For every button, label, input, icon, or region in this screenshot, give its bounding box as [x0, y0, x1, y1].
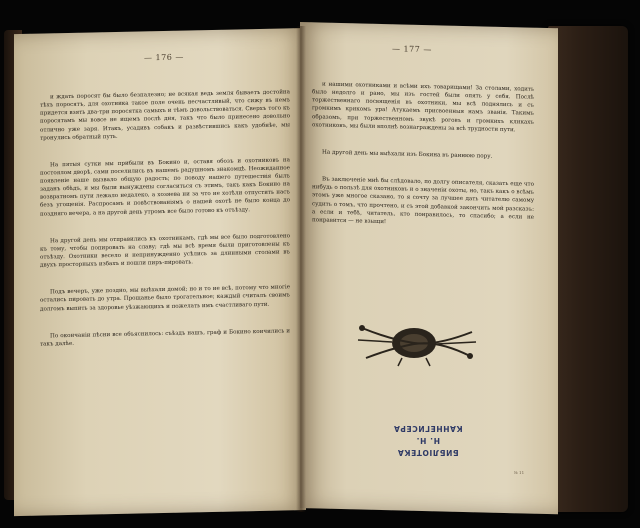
signature-mark: № 11 — [514, 470, 525, 475]
right-paragraph: Въ заключеніе мнѣ бы слѣдовало, по долгу описателя, сказать еще что нибудь о пользѣ для охотниковъ и о значеніи охоты, но, такъ какъ о всѣмъ этомъ уже многое сказано, то я сочту за лучшее дать читателю самому судить о томъ, что прочтено, и съ этой добавкой закончить мой разсказъ: а если и тебѣ, читатель, кто понравилось, то спасибо; а если не понравится — не взыщи! — [312, 176, 536, 225]
stamp-line: БИБЛІОТЕКА — [397, 448, 459, 457]
right-page-text — [312, 64, 534, 248]
library-stamp — [386, 404, 470, 458]
left-paragraph: Подъ вечеръ, уже поздно, мы выѣхали домой; но и то не всѣ, потому что многіе остались пировать до утра. Прощанье было трогательное; каждый считалъ своимъ долгомъ выпить за здоровье уѣзжающихъ и пожелать имъ счастливаго пути. — [40, 284, 292, 313]
book-gutter — [296, 26, 306, 512]
hunting-emblem-icon — [352, 318, 482, 368]
left-page — [14, 28, 306, 516]
left-paragraph: и ждать поросят бы было безпалезно; не всякая ведь земля бываетъ достойна тѣхъ поросятъ, для охотника такое поле очень несчастливый, что сижу въ немъ придется взять два-три поросятка самыхъ и тѣмъ довольствоваться. Сверхъ того къ поросятамъ мы вовсе не ищемъ послѣ дня, такъ что было принесено довольно отлично уже заря. Итакъ, усадивъ собакъ и развѣстившись какъ удобнѣе, мы тронулись обратный путь. — [40, 89, 292, 142]
stamp-line: КАННЕГИСЕРА — [393, 424, 463, 433]
left-page-text — [40, 72, 290, 367]
left-paragraph: На другой день мы отправились къ охотникамъ, гдѣ мы все было подготовлено къ тому, чтобы попировать на славу; гдѣ мы всѣ время были приготовлены къ отъѣзду. Охотники весело и непринужденно усѣлись за длинными столами въ двухъ просторныхъ избахъ и пошли пиръ-пировать. — [40, 233, 292, 269]
right-page-number: — 177 — — [392, 44, 432, 55]
left-page-number: — 176 — — [144, 52, 184, 63]
book-cover-right — [548, 26, 628, 512]
left-paragraph: На пятыя сутки мы прибыли въ Бокино и, оставя обозъ и охотниковъ на постоялом дворѣ, сами поселились въ нашемъ радушномъ знакомцѣ. Неожиданное появленіе наше вызвало общую радость; по поводу нашего путешествія былъ заданъ обѣдъ, и мы были вынуждены согласиться съ этимъ, такъ какъ Бокино на возвратномъ пути лежало недалеко, а хозяева ни за что не хотѣли отпустить насъ безъ угощенія. Распросамъ и повѣствованіямъ о нашей охотѣ не было конца до поздняго вечера, а на другой день утромъ все было готово къ отъѣзду. — [40, 157, 292, 218]
right-paragraph: На другой день мы выѣхали изъ Бокина въ раннюю пору. — [322, 149, 493, 160]
stamp-line: Н. Н. — [416, 436, 440, 445]
right-paragraph: и нашими охотниками и всѣми ихъ товарищами! За столами, ходить было недолго и рано, мы изъ гостей были опять у себя. Послѣ торжественнаго посвященія въ охотники, мы всѣ поднялись и съ громкимъ крикомъ ура! Атукаемъ присвоенныя намъ званія. Такимъ образомъ, при торжественномъ звукѣ роговъ и громкихъ кликахъ охотниковъ, мы были вполнѣ вознаграждены за всѣ трудности пути. — [312, 81, 536, 133]
left-paragraph: По окончаніи пѣсни все объяснилось: съѣздъ нашъ, граф и Бокино кончились и такъ далѣе. — [40, 328, 292, 348]
